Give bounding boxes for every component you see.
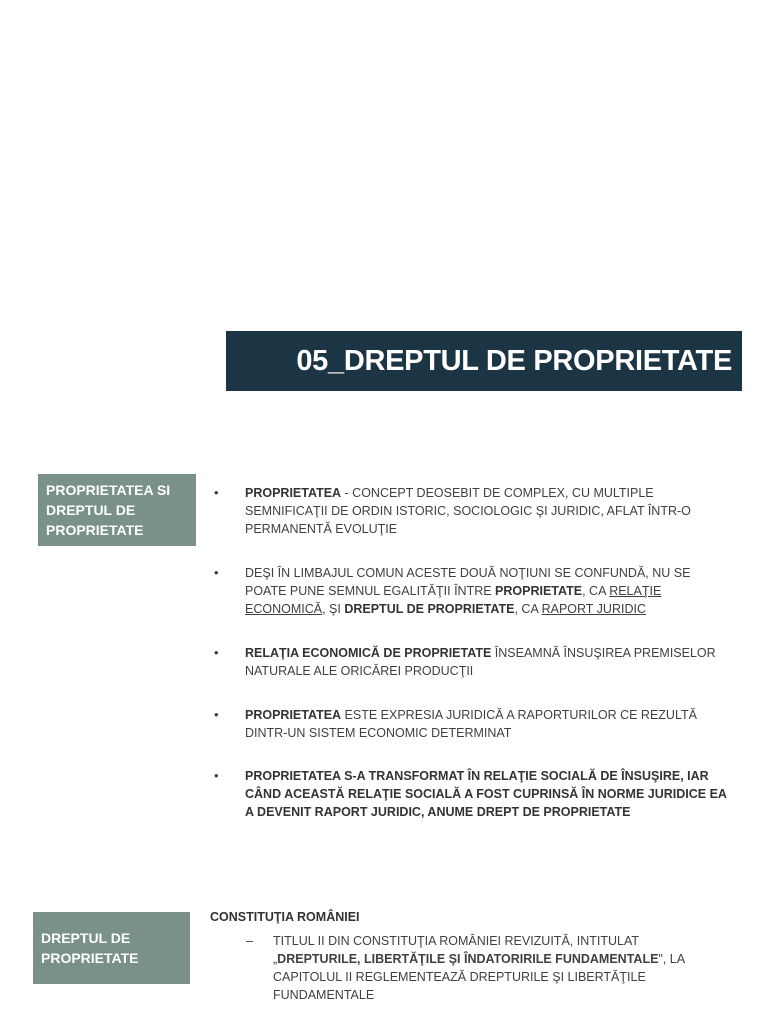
bullet-icon: • <box>214 707 219 722</box>
bold-term: RELAŢIA ECONOMICĂ DE PROPRIETATE <box>245 646 492 660</box>
bullet-text: DEŞI ÎN LIMBAJUL COMUN ACESTE DOUĂ NOŢIUNI SE CONFUNDĂ, NU SE POATE PUNE SEMNUL EGALITĂŢII ÎNTRE <box>245 566 691 598</box>
page-title: 05_DREPTUL DE PROPRIETATE <box>296 344 732 377</box>
bullet-text: , ŞI <box>322 602 345 616</box>
bullet-icon: • <box>214 485 219 500</box>
bold-term: DREPTURILE, LIBERTĂŢILE ŞI ÎNDATORIRILE FUNDAMENTALE <box>277 952 659 966</box>
bold-term: PROPRIETATEA <box>245 486 342 500</box>
bold-term: PROPRIETATEA S-A TRANSFORMAT ÎN RELAŢIE SOCIALĂ DE ÎNSUŞIRE, IAR CÂND ACEASTĂ RELAŢIE SOCIALĂ A FOST CUPRINSĂ ÎN NORME JURIDICE EA A DEVENIT RAPORT JURIDIC, ANUME DREPT DE PROPRIETATE <box>245 769 727 819</box>
section-label-dreptul: DREPTUL DE PROPRIETATE <box>33 912 190 984</box>
list-item <box>214 767 734 821</box>
section-label-proprietatea: PROPRIETATEA SI DREPTUL DE PROPRIETATE <box>38 474 196 546</box>
dash-bullet-icon: – <box>246 934 253 948</box>
bold-term: PROPRIETATEA <box>245 708 342 722</box>
bullet-text: ESTE EXPRESIA JURIDICĂ A RAPORTURILOR CE REZULTĂ DINTR-UN SISTEM ECONOMIC DETERMINAT <box>245 708 697 740</box>
bullet-list <box>214 484 734 821</box>
list-item <box>214 484 734 538</box>
bullet-text: , CA <box>514 602 542 616</box>
bullet-icon: • <box>214 768 219 783</box>
underlined-term: RELAŢIE ECONOMICĂ <box>245 584 662 616</box>
bold-term: DREPTUL DE PROPRIETATE <box>344 602 515 616</box>
list-item <box>214 706 734 742</box>
item-text: TITLUL II DIN CONSTITUŢIA ROMÂNIEI REVIZUITĂ, INTITULAT „ <box>273 934 639 966</box>
bullet-text: , CA <box>582 584 610 598</box>
title-bar <box>226 331 742 391</box>
bullet-text: - CONCEPT DEOSEBIT DE COMPLEX, CU MULTIPLE SEMNIFICAŢII DE ORDIN ISTORIC, SOCIOLOGIC ŞI JURIDIC, AFLAT ÎNTR-O PERMANENTĂ EVOLUŢIE <box>245 486 691 536</box>
list-item <box>214 564 734 618</box>
bullet-icon: • <box>214 645 219 660</box>
item-text: ", LA CAPITOLUL II REGLEMENTEAZĂ DREPTURILE ŞI LIBERTĂŢILE FUNDAMENTALE <box>273 952 685 1002</box>
list-item <box>214 644 734 680</box>
section-heading: CONSTITUŢIA ROMÂNIEI <box>210 910 360 924</box>
bold-term: PROPRIETATE <box>495 584 583 598</box>
underlined-term: RAPORT JURIDIC <box>541 602 646 616</box>
list-item <box>246 932 698 1004</box>
bullet-text: ÎNSEAMNĂ ÎNSUŞIREA PREMISELOR NATURALE ALE ORICĂREI PRODUCŢII <box>245 646 716 678</box>
bullet-icon: • <box>214 565 219 580</box>
